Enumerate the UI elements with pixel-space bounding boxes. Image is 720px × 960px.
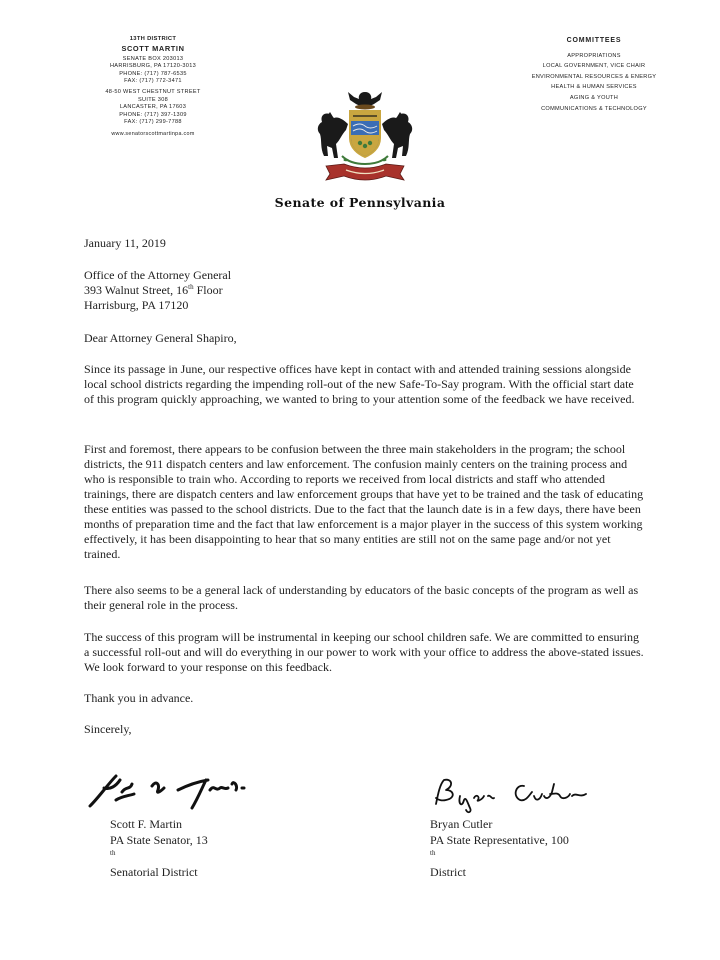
district-office-address: 48-50 WEST CHESTNUT STREET SUITE 308 LANCASTER, PA 17603 PHONE: (717) 397-1309 FAX: (717) 299-7788 (105, 88, 201, 126)
pennsylvania-seal-icon (290, 86, 440, 186)
committee-item: APPROPRIATIONS (567, 52, 621, 59)
motto-ribbon (326, 164, 404, 180)
cutler-signature-icon (428, 774, 598, 814)
recipient-office: Office of the Attorney General (84, 268, 232, 282)
signer-title: PA State Senator, 13 $^{th}$ Senatorial District (110, 833, 208, 879)
signer-block-cutler (430, 816, 569, 880)
senate-title: Senate of Pennsylvania (274, 195, 446, 210)
committee-item: AGING & YOUTH (569, 94, 619, 101)
letterhead-left (78, 36, 228, 139)
recipient-street: 393 Walnut Street, 16th Floor (84, 283, 223, 297)
paragraph: The success of this program will be instrumental in keeping our school children safe. We are committed to ensuring a successful roll-out and will do everything in our power to work with your office to address the above-stated issues. We look forward to your response on this feedback. (84, 630, 644, 674)
paragraph: Since its passage in June, our respective offices have kept in contact with and attended training sessions alongside local school districts regarding the impending roll-out of the new Safe-To-Say program. With the official start date of this program quickly approaching, we wanted to bring to your attention some of the feedback we have received. (84, 362, 635, 406)
letter-date: January 11, 2019 (84, 236, 166, 250)
left-horse (318, 112, 348, 158)
eagle-crest (348, 92, 382, 110)
shield (350, 111, 380, 157)
committee-item: HEALTH & HUMAN SERVICES (551, 84, 637, 91)
committee-item: LOCAL GOVERNMENT, VICE CHAIR (542, 63, 646, 70)
senator-name: SCOTT MARTIN (121, 43, 185, 53)
committees-heading: COMMITTEES (566, 37, 622, 44)
recipient-city: Harrisburg, PA 17120 (84, 298, 189, 312)
website-link[interactable]: www.senatorscottmartinpa.com (111, 130, 195, 137)
committees-list (506, 36, 682, 114)
paragraph: There also seems to be a general lack of understanding by educators of the basic concepts of the program as well as their general role in the process. (84, 583, 639, 612)
capitol-office-address: SENATE BOX 203013 HARRISBURG, PA 17120-3013 PHONE: (717) 787-6535 FAX: (717) 772-3471 (109, 55, 197, 85)
closing-line: Sincerely, (84, 722, 132, 736)
signer-title: PA State Representative, 100 $^{th}$ District (430, 833, 569, 879)
district-label: 13TH DISTRICT (129, 36, 177, 42)
recipient-address (84, 268, 644, 313)
signer-name: Bryan Cutler (430, 817, 493, 831)
paragraph: First and foremost, there appears to be confusion between the three main stakeholders in the program; the school districts, the 911 dispatch centers and law enforcement. The confusion mainly centers on the training process and who is responsible to train who. According to reports we received from local districts and staff who attended trainings, there are dispatch centers and law enforcement groups that have yet to be trained and the task of educating these entities was passed to the school districts. Due to the fact that the launch date is in a few days, there have been months of preparation time and the fact that law enforcement is a major player in the success of this system working effectively, it has been disappointing to hear that so many entities are still not on the same page and/or not yet trained. (84, 442, 644, 561)
signer-name: Scott F. Martin (110, 817, 183, 831)
signer-block-martin (110, 816, 208, 880)
right-horse (382, 112, 412, 158)
thanks-line: Thank you in advance. (84, 691, 194, 705)
committee-item: ENVIRONMENTAL RESOURCES & ENERGY (531, 73, 657, 80)
salutation: Dear Attorney General Shapiro, (84, 331, 237, 345)
committee-item: COMMUNICATIONS & TECHNOLOGY (541, 105, 647, 112)
martin-signature-icon (86, 766, 286, 814)
